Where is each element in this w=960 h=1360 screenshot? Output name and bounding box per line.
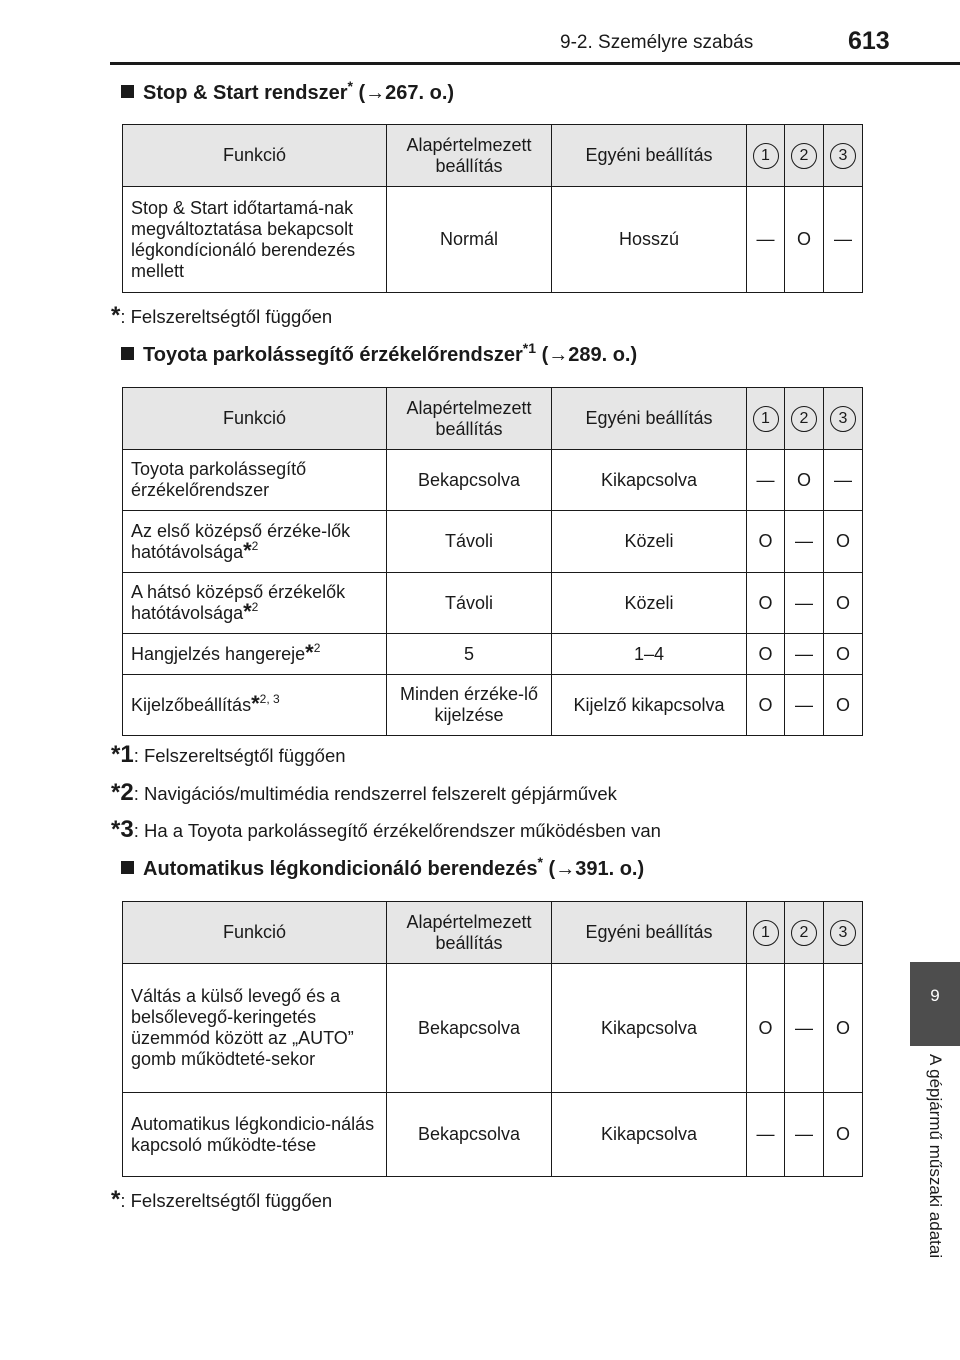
header-col-2: 2 [785,125,824,187]
settings-table-parking-assist [122,387,863,736]
cell-mark-3: — [824,450,863,511]
header-col-3: 3 [824,125,863,187]
table-row [123,573,863,634]
footnote: *3: Ha a Toyota parkolássegítő érzékelőrendszer működésben van [111,816,661,843]
table-header-row [123,125,863,187]
header-custom: Egyéni beállítás [552,902,747,964]
header-custom: Egyéni beállítás [552,125,747,187]
cell-function: Váltás a külső levegő és a belsőlevegő-keringetés üzemmód között az „AUTO” gomb működteté-sekor [123,964,387,1093]
header-col-1: 1 [747,125,785,187]
header-rule [110,62,960,65]
cell-mark-3: — [824,187,863,293]
header-custom: Egyéni beállítás [552,388,747,450]
footnote: *2: Navigációs/multimédia rendszerrel felszerelt gépjárművek [111,779,617,806]
cell-function: A hátsó középső érzékelők hatótávolsága*$^2$ [123,573,387,634]
section-heading-auto-ac: Automatikus légkondicionáló berendezés* (→391. o.) [121,858,644,881]
cell-mark-2: — [785,511,824,573]
header-col-1: 1 [747,902,785,964]
cell-function: Hangjelzés hangereje*$^2$ [123,634,387,675]
cell-default: Normál [387,187,552,293]
square-bullet-icon [121,861,134,874]
header-col-2: 2 [785,902,824,964]
cell-default: Bekapcsolva [387,1093,552,1177]
header-default: Alapértelmezett beállítás [387,388,552,450]
chapter-title: 9-2. Személyre szabás [560,32,754,53]
cell-default: Távoli [387,573,552,634]
table-header-row [123,388,863,450]
cell-default: 5 [387,634,552,675]
cell-mark-3: O [824,573,863,634]
cell-mark-3: O [824,511,863,573]
cell-custom: Kikapcsolva [552,1093,747,1177]
footnote: *: Felszereltségtől függően [111,1186,333,1213]
header-col-2: 2 [785,388,824,450]
footnote: *: Felszereltségtől függően [111,302,333,329]
cell-mark-2: — [785,675,824,736]
cell-mark-3: O [824,634,863,675]
cell-custom: Hosszú [552,187,747,293]
cell-default: Távoli [387,511,552,573]
square-bullet-icon [121,347,134,360]
cell-default: Bekapcsolva [387,964,552,1093]
table-row [123,1093,863,1177]
cell-mark-1: O [747,964,785,1093]
cell-mark-1: O [747,511,785,573]
page-number: 613 [848,27,890,55]
cell-mark-1: O [747,573,785,634]
cell-mark-3: O [824,1093,863,1177]
cell-default: Bekapcsolva [387,450,552,511]
cell-custom: Közeli [552,573,747,634]
cell-mark-1: — [747,450,785,511]
header-default: Alapértelmezett beállítás [387,125,552,187]
cell-function: Az első középső érzéke-lők hatótávolsága*$^2$ [123,511,387,573]
square-bullet-icon [121,85,134,98]
settings-table-auto-ac [122,901,863,1177]
header-col-3: 3 [824,388,863,450]
cell-custom: Kikapcsolva [552,450,747,511]
cell-custom: Közeli [552,511,747,573]
table-row [123,187,863,293]
cell-function: Kijelzőbeállítás*$^{2, 3}$ [123,675,387,736]
footnote: *1: Felszereltségtől függően [111,741,346,768]
table-row [123,450,863,511]
header-function: Funkció [123,902,387,964]
table-row [123,675,863,736]
chapter-tab [910,962,960,1046]
table-row [123,964,863,1093]
header-default: Alapértelmezett beállítás [387,902,552,964]
table-row [123,634,863,675]
cell-custom: 1–4 [552,634,747,675]
chapter-side-label: A gépjármű műszaki adatai [926,1054,945,1259]
header-function: Funkció [123,125,387,187]
cell-mark-3: O [824,675,863,736]
settings-table-stop-start [122,124,863,293]
cell-mark-1: O [747,675,785,736]
cell-function: Toyota parkolássegítő érzékelőrendszer [123,450,387,511]
table-row [123,511,863,573]
cell-mark-2: O [785,187,824,293]
cell-mark-2: — [785,1093,824,1177]
cell-mark-2: — [785,573,824,634]
cell-custom: Kikapcsolva [552,964,747,1093]
cell-mark-2: — [785,634,824,675]
cell-function: Automatikus légkondicio-nálás kapcsoló működte-tése [123,1093,387,1177]
cell-mark-1: — [747,187,785,293]
section-heading-parking-assist: Toyota parkolássegítő érzékelőrendszer$^{*1}$ (→289. o.) [121,344,637,367]
header-col-3: 3 [824,902,863,964]
table-header-row [123,902,863,964]
cell-custom: Kijelző kikapcsolva [552,675,747,736]
cell-mark-1: — [747,1093,785,1177]
cell-default: Minden érzéke-lő kijelzése [387,675,552,736]
cell-function: Stop & Start időtartamá-nak megváltoztatása bekapcsolt légkondícionáló berendezés mellett [123,187,387,293]
cell-mark-3: O [824,964,863,1093]
header-col-1: 1 [747,388,785,450]
cell-mark-2: O [785,450,824,511]
cell-mark-1: O [747,634,785,675]
header-function: Funkció [123,388,387,450]
cell-mark-2: — [785,964,824,1093]
chapter-tab-number: 9 [930,986,940,1005]
section-heading-stop-start: Stop & Start rendszer* (→267. o.) [121,82,454,105]
